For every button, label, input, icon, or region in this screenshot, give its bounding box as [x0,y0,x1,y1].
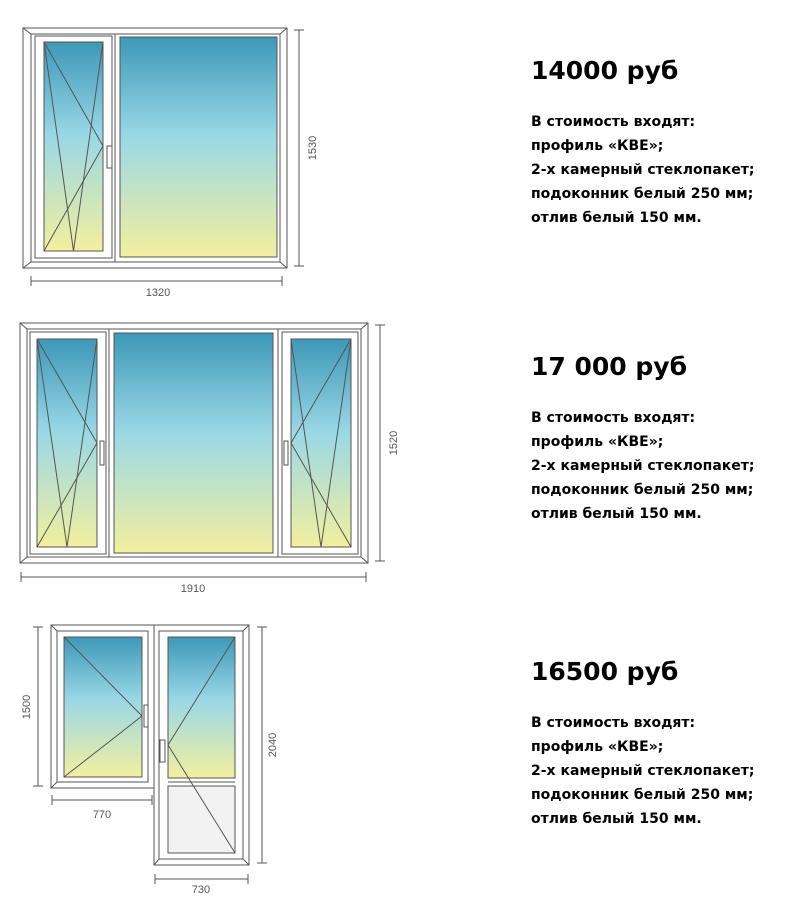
offer-2-includes [531,406,755,526]
offer-2-item: профиль «КВЕ»; [531,434,664,450]
window-1-height-label: 1530 [307,135,319,161]
offer-2-item: отлив белый 150 мм. [531,506,702,522]
window-2-width-label: 1910 [180,583,206,595]
offer-3 [531,657,755,831]
offer-2-item: подоконник белый 250 мм; [531,482,754,498]
offer-3-price: 16500 руб [531,657,679,686]
window-1-width-label: 1320 [145,287,171,299]
offer-1-includes [531,110,755,230]
offer-1-item: отлив белый 150 мм. [531,210,702,226]
offer-1-price: 14000 руб [531,56,679,85]
offer-1 [531,56,755,230]
window-3-door-height-label: 2040 [267,732,279,758]
offer-1-item: профиль «КВЕ»; [531,138,664,154]
offer-3-item: подоконник белый 250 мм; [531,787,754,803]
offer-2-includes-title: В стоимость входят: [531,410,696,426]
offer-3-includes [531,711,755,831]
offer-3-includes-title: В стоимость входят: [531,715,696,731]
window-3-window-height-label: 1500 [21,694,33,720]
offer-3-item: отлив белый 150 мм. [531,811,702,827]
offer-2 [531,352,755,526]
window-3-diagram [33,625,267,884]
offer-1-item: подоконник белый 250 мм; [531,186,754,202]
offer-2-item: 2-х камерный стеклопакет; [531,458,755,474]
offer-1-includes-title: В стоимость входят: [531,114,696,130]
offer-1-item: 2-х камерный стеклопакет; [531,162,755,178]
window-2-height-label: 1520 [388,430,400,456]
window-2-diagram [20,323,385,582]
offer-2-price: 17 000 руб [531,352,688,381]
offer-3-item: профиль «КВЕ»; [531,739,664,755]
window-3-window-width-label: 770 [92,809,112,821]
offer-3-item: 2-х камерный стеклопакет; [531,763,755,779]
window-3-door-width-label: 730 [191,884,211,896]
window-1-diagram [23,28,304,286]
